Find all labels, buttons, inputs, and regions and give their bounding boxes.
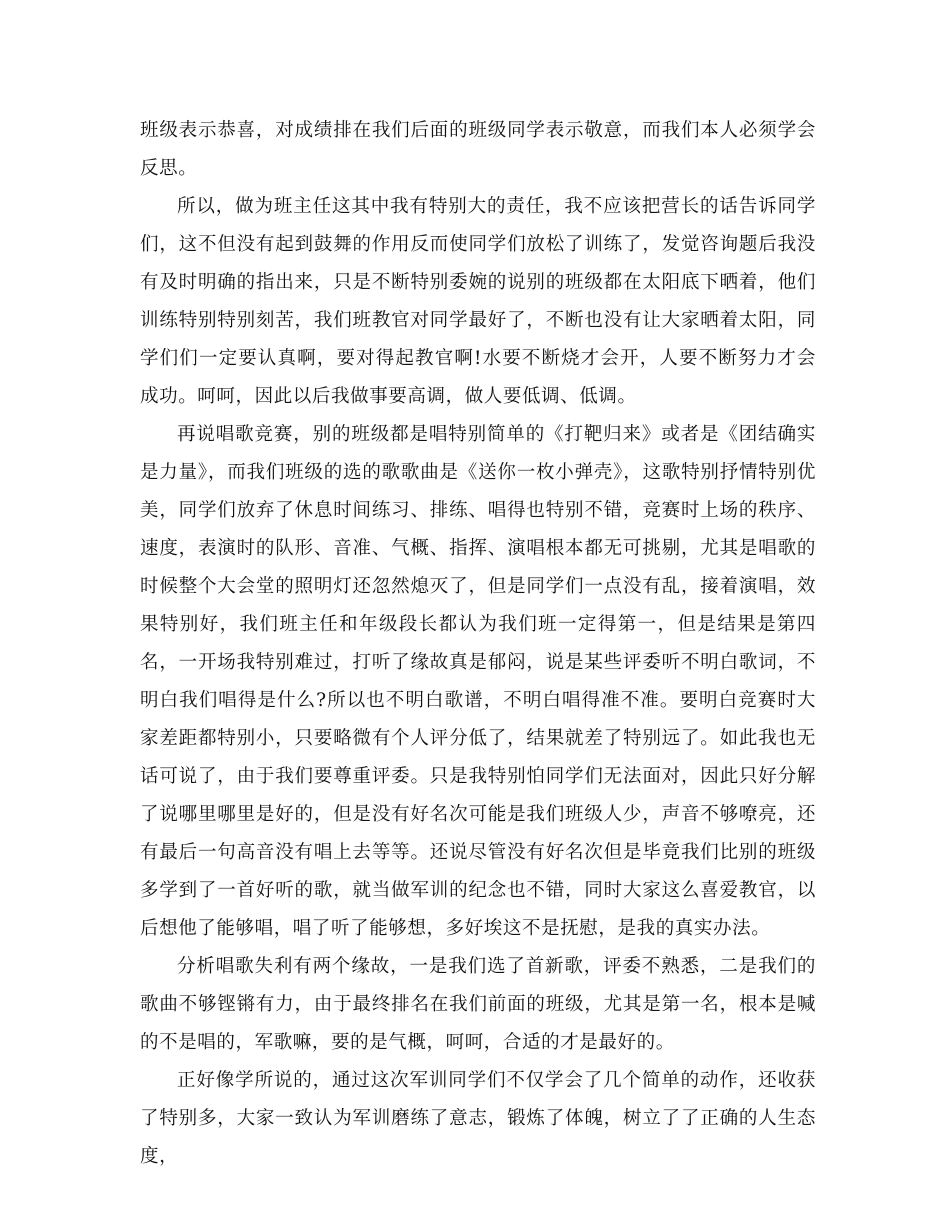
paragraph-analysis: 分析唱歌失利有两个缘故，一是我们选了首新歌，评委不熟悉，二是我们的歌曲不够铿锵有力，由于最终排名在我们前面的班级，尤其是第一名，根本是喊的不是唱的，军歌嘛，要的是气概，呵呵，合适的才是最好的。 — [140, 956, 816, 1053]
paragraph-continuation: 班级表示恭喜，对成绩排在我们后面的班级同学表示敬意，而我们本人必须学会反思。 — [140, 120, 816, 179]
document-body — [140, 112, 816, 1176]
paragraph-singing-contest: 再说唱歌竞赛，别的班级都是唱特别简单的《打靶归来》或者是《团结确实是力量》，而我们班级的选的歌歌曲是《送你一枚小弹壳》，这歌特别抒情特别优美，同学们放弃了休息时间练习、排练、唱得也特别不错，竞赛时上场的秩序、速度，表演时的队形、音准、气概、指挥、演唱根本都无可挑剔，尤其是唱歌的时候整个大会堂的照明灯还忽然熄灭了，但是同学们一点没有乱，接着演唱，效果特别好，我们班主任和年级段长都认为我们班一定得第一，但是结果是第四名，一开场我特别难过，打听了缘故真是郁闷，说是某些评委听不明白歌词，不明白我们唱得是什么?所以也不明白歌谱，不明白唱得准不准。要明白竞赛时大家差距都特别小，只要略微有个人评分低了，结果就差了特别远了。如此我也无话可说了，由于我们要尊重评委。只是我特别怕同学们无法面对，因此只好分解了说哪里哪里是好的，但是没有好名次可能是我们班级人少，声音不够嘹亮，还有最后一句高音没有唱上去等等。还说尽管没有好名次但是毕竟我们比别的班级多学到了一首好听的歌，就当做军训的纪念也不错，同时大家这么喜爱教官，以后想他了能够唱，唱了听了能够想，多好埃这不是抚慰，是我的真实办法。 — [140, 424, 816, 939]
paragraph-responsibility: 所以，做为班主任这其中我有特别大的责任，我不应该把营长的话告诉同学们，这不但没有起到鼓舞的作用反而使同学们放松了训练了，发觉咨询题后我没有及时明确的指出来，只是不断特别委婉的说别的班级都在太阳底下晒着，他们训练特别特别刻苦，我们班教官对同学最好了，不断也没有让大家晒着太阳，同学们们一定要认真啊，要对得起教官啊!水要不断烧才会开，人要不断努力才会成功。呵呵，因此以后我做事要高调，做人要低调、低调。 — [140, 196, 816, 407]
paragraph-gains: 正好像学所说的，通过这次军训同学们不仅学会了几个简单的动作，还收获了特别多，大家一致认为军训磨练了意志，锻炼了体魄，树立了了正确的人生态度， — [140, 1070, 816, 1167]
